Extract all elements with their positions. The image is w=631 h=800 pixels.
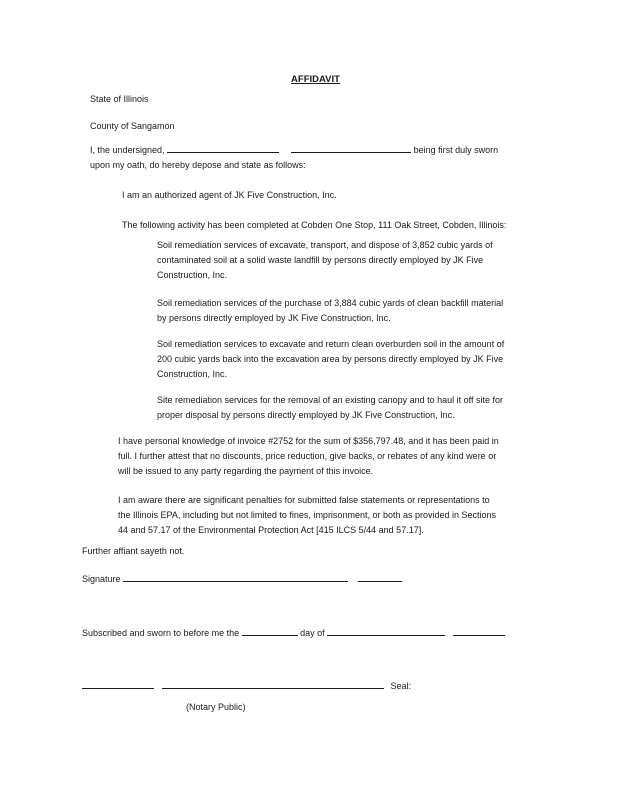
invoice-paragraph: [118, 434, 499, 479]
intro-line-1: [90, 143, 498, 158]
signature-label: Signature: [82, 574, 121, 584]
signature-date-blank[interactable]: [358, 572, 402, 582]
service-item-2: [157, 296, 503, 326]
notary-label: (Notary Public): [186, 702, 246, 712]
county-line: County of Sangamon: [90, 121, 175, 131]
name-blank[interactable]: [167, 143, 279, 153]
intro-end-text: being first duly sworn: [413, 145, 499, 155]
service-item-1: [157, 238, 493, 283]
activity-intro: The following activity has been completed at Cobden One Stop, 111 Oak Street, Cobden, Illinois:: [122, 220, 507, 230]
state-line: State of Illinois: [90, 94, 149, 104]
invoice-line-3: will be issued to any party regarding the payment of this invoice.: [118, 466, 374, 476]
sworn-day-blank[interactable]: [242, 626, 298, 636]
notary-blank-2[interactable]: [162, 679, 384, 689]
document-title: AFFIDAVIT: [291, 74, 340, 85]
notary-blank-1[interactable]: [82, 679, 154, 689]
service-1-line-3: Construction, Inc.: [157, 270, 228, 280]
penalty-paragraph: [118, 493, 496, 538]
sworn-start-text: Subscribed and sworn to before me the: [82, 628, 240, 638]
service-item-3: [157, 337, 504, 382]
service-2-line-1: Soil remediation services of the purchase of 3,884 cubic yards of clean backfill material: [157, 298, 504, 308]
service-3-line-3: Construction, Inc.: [157, 369, 228, 379]
intro-line-2: upon my oath, do hereby depose and state as follows:: [90, 160, 306, 170]
service-item-4: [157, 393, 503, 423]
intro-start-text: I, the undersigned,: [90, 145, 165, 155]
sworn-line: [82, 626, 505, 638]
signature-line: [82, 572, 402, 584]
signature-blank[interactable]: [123, 572, 348, 582]
service-1-line-2: contaminated soil at a solid waste landfill by persons directly employed by JK Five: [157, 255, 484, 265]
service-1-line-1: Soil remediation services of excavate, transport, and dispose of 3,852 cubic yards of: [157, 240, 493, 250]
invoice-line-1: I have personal knowledge of invoice #2752 for the sum of $356,797.48, and it has been paid in: [118, 436, 499, 446]
seal-label: Seal:: [390, 681, 412, 691]
service-4-line-1: Site remediation services for the removal of an existing canopy and to haul it off site for: [157, 395, 504, 405]
penalty-line-2: the Illinois EPA, including but not limited to fines, imprisonment, or both as provided in Sections: [118, 510, 497, 520]
sworn-month-blank[interactable]: [327, 626, 445, 636]
service-2-line-2: by persons directly employed by JK Five Construction, Inc.: [157, 313, 391, 323]
service-3-line-1: Soil remediation services to excavate and return clean overburden soil in the amount of: [157, 339, 505, 349]
sworn-day-of-text: day of: [300, 628, 325, 638]
agent-statement: I am an authorized agent of JK Five Construction, Inc.: [122, 190, 337, 200]
intro-paragraph: [90, 143, 498, 173]
sworn-year-blank[interactable]: [453, 626, 505, 636]
notary-signature-line: [82, 679, 411, 691]
service-4-line-2: proper disposal by persons directly employed by JK Five Construction, Inc.: [157, 410, 455, 420]
service-3-line-2: 200 cubic yards back into the excavation area by persons directly employed by JK Five: [157, 354, 504, 364]
penalty-line-3: 44 and 57.17 of the Environmental Protection Act [415 ILCS 5/44 and 57.17].: [118, 525, 424, 535]
title-blank[interactable]: [291, 143, 411, 153]
penalty-line-1: I am aware there are significant penalties for submitted false statements or representations to: [118, 495, 490, 505]
further-statement: Further affiant sayeth not.: [82, 546, 185, 556]
invoice-line-2: full. I further attest that no discounts, price reduction, give backs, or rebates of any kind were or: [118, 451, 497, 461]
